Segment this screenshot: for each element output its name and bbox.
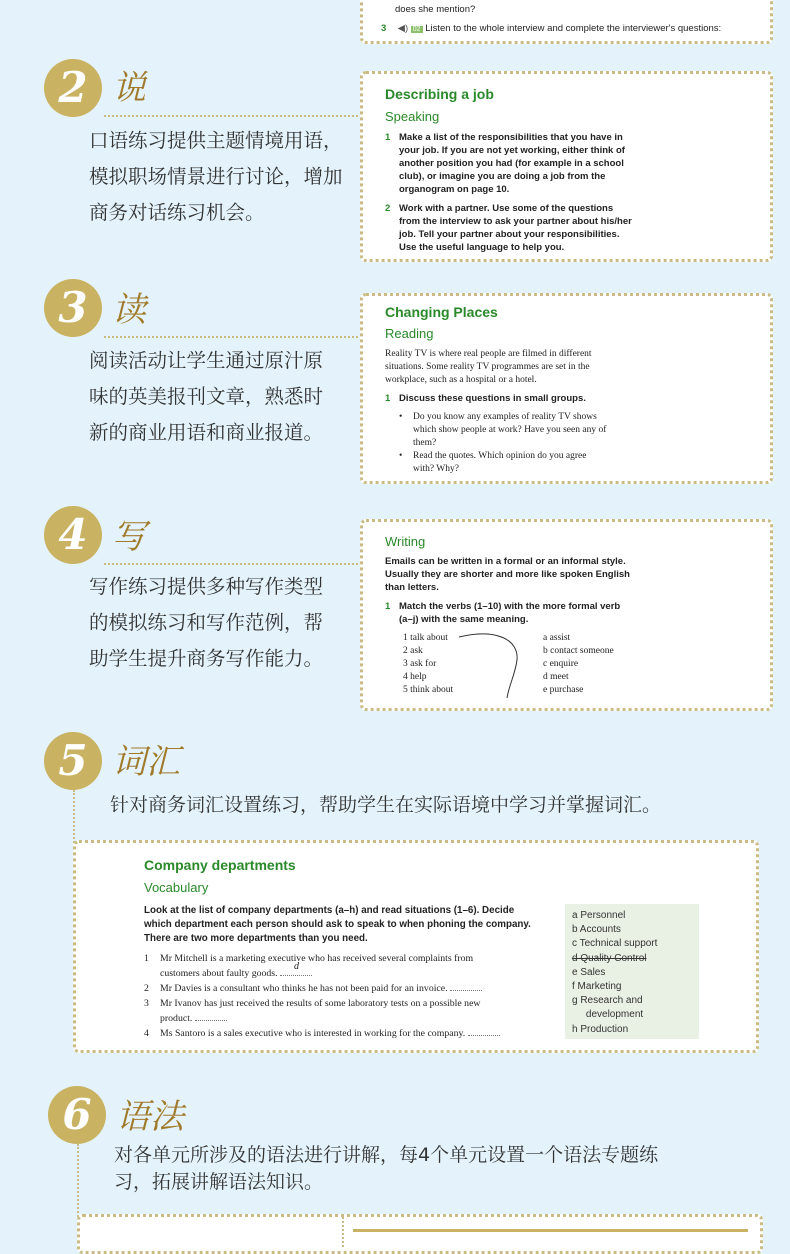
item-line: Make a list of the responsibilities that you have in	[399, 132, 623, 143]
section-number-5: 5	[44, 732, 102, 790]
bullet-line: with? Why?	[413, 464, 459, 474]
exercise-item	[385, 131, 625, 196]
audio-track-badge: 02	[412, 26, 421, 33]
exercise-item	[385, 202, 632, 254]
grammar-excerpt-box	[77, 1214, 763, 1254]
verb-item: d meet	[543, 672, 569, 682]
department-item: e Sales	[572, 966, 606, 978]
answer-blank	[450, 981, 482, 991]
writing-excerpt-box	[360, 519, 773, 711]
section-description-grammar	[114, 1142, 658, 1196]
desc-line: 助学生提升商务写作能力。	[89, 647, 324, 670]
excerpt-line: does she mention?	[395, 4, 476, 15]
bullet-line: them?	[413, 438, 437, 448]
excerpt-subtitle: Vocabulary	[144, 880, 209, 895]
item-line: product.	[160, 1012, 193, 1024]
bullet-item: • Read the quotes. Which opinion do you agree	[399, 451, 587, 461]
item-line: Match the verbs (1–10) with the more formal verb	[399, 601, 621, 612]
bullet-item: • Do you know any examples of reality TV shows	[399, 412, 597, 422]
excerpt-title: Describing a job	[385, 86, 494, 102]
writing-intro	[385, 555, 630, 594]
desc-line: 阅读活动让学生通过原汁原	[89, 349, 324, 372]
intro-line: which department each person should ask to speak to when phoning the company.	[144, 919, 531, 930]
verb-item: 4 help	[403, 672, 427, 682]
item-line: club), or imagine you are doing a job from the	[399, 171, 606, 182]
section-title-write: 写	[112, 517, 146, 557]
item-line: Mr Davies is a consultant who thinks he has not been paid for an invoice.	[160, 983, 448, 995]
department-item: g Research and	[572, 995, 643, 1007]
exercise-item	[385, 600, 620, 626]
situation-item	[144, 961, 500, 981]
bullet-item	[399, 424, 606, 437]
intro-line: Look at the list of company departments (a–h) and read situations (1–6). Decide	[144, 905, 515, 916]
department-item: a Personnel	[572, 910, 626, 921]
section-title-read: 读	[112, 290, 146, 330]
answer-blank	[280, 961, 312, 976]
department-item: f Marketing	[572, 981, 622, 993]
reading-excerpt-box	[360, 293, 773, 484]
section-number-3: 3	[44, 279, 102, 337]
item-number: 1	[385, 393, 391, 404]
item-line: customers about faulty goods.	[160, 968, 278, 980]
connector-line	[104, 115, 362, 117]
item-number: 2	[144, 983, 149, 995]
item-number: 1	[385, 601, 391, 612]
bullet-item	[399, 463, 606, 476]
desc-line: 写作练习提供多种写作类型	[89, 575, 324, 598]
situation-item	[144, 1011, 500, 1026]
intro-line: There are two more departments than you need.	[144, 933, 368, 944]
item-number: 4	[144, 1028, 149, 1040]
intro-line: Usually they are shorter and more like spoken English	[385, 569, 630, 580]
connector-line	[104, 336, 362, 338]
intro-line: workplace, such as a hospital or a hotel.	[385, 375, 537, 385]
situation-list	[144, 952, 500, 1041]
department-item: development	[572, 1009, 644, 1021]
section-number-6: 6	[48, 1086, 106, 1144]
divider	[342, 1217, 344, 1247]
item-line: Discuss these questions in small groups.	[399, 393, 586, 404]
vocab-intro	[144, 904, 531, 946]
desc-line: 模拟职场情景进行讨论，增加	[89, 165, 343, 188]
excerpt-title: Company departments	[144, 857, 296, 873]
verb-item: 2 ask	[403, 646, 423, 656]
item-number: 3	[381, 23, 387, 34]
item-line: another position you had (for example in a school	[399, 158, 624, 169]
desc-line: 口语练习提供主题情境用语，	[89, 129, 343, 152]
section-title-speak: 说	[112, 68, 146, 108]
item-number: 1	[385, 132, 391, 143]
department-item: c Technical support	[572, 938, 658, 950]
reading-intro	[385, 348, 592, 387]
excerpt-title: Changing Places	[385, 304, 498, 320]
verb-item: c enquire	[543, 659, 579, 669]
intro-line: Reality TV is where real people are filmed in different	[385, 349, 592, 359]
connector-line	[104, 563, 362, 565]
desc-line: 的模拟练习和写作范例，帮	[89, 611, 324, 634]
desc-line: 新的商业用语和商业报道。	[89, 421, 324, 444]
section-description-speak	[89, 123, 343, 231]
section-description-read	[89, 343, 323, 451]
item-number: 3	[144, 997, 149, 1009]
section-title-vocab: 词汇	[112, 742, 180, 782]
bullet-line: Do you know any examples of reality TV shows	[413, 412, 597, 422]
verb-item: 5 think about	[403, 685, 454, 695]
intro-line: Emails can be written in a formal or an informal style.	[385, 556, 626, 567]
verb-item: e purchase	[543, 685, 584, 695]
situation-item	[144, 952, 500, 966]
item-line: from the interview to ask your partner about his/her	[399, 216, 632, 227]
bullet-list	[399, 411, 606, 476]
department-item: h Production	[572, 1023, 629, 1035]
speaker-icon: ◀)	[397, 23, 409, 34]
vocabulary-excerpt-box	[73, 840, 759, 1053]
bullet-item	[399, 437, 606, 450]
verb-item: a assist	[543, 633, 571, 643]
item-line: your job. If you are not yet working, either think of	[399, 145, 625, 156]
item-line: job. Tell your partner about your responsibilities.	[399, 229, 620, 240]
desc-line: 对各单元所涉及的语法进行讲解，每4个单元设置一个语法专题练	[114, 1144, 659, 1166]
excerpt-subtitle: Speaking	[385, 109, 440, 124]
exercise-item	[385, 392, 586, 405]
desc-line: 味的英美报刊文章，熟悉时	[89, 385, 324, 408]
excerpt-subtitle: Writing	[385, 534, 426, 549]
verb-list-right	[543, 632, 614, 697]
item-line: Work with a partner. Use some of the questions	[399, 203, 614, 214]
answer-blank	[195, 1011, 227, 1021]
section-title-grammar: 语法	[116, 1097, 184, 1137]
verb-item: 1 talk about	[403, 633, 448, 643]
department-list-panel	[565, 904, 699, 1039]
item-number: 1	[144, 953, 149, 964]
section-number-2: 2	[44, 59, 102, 117]
answer-blank	[468, 1026, 500, 1036]
listening-item	[381, 22, 721, 36]
desc-line: 习，拓展讲解语法知识。	[114, 1171, 324, 1193]
verb-list-left	[403, 632, 453, 697]
item-line: organogram on page 10.	[399, 184, 510, 195]
department-item: b Accounts	[572, 924, 621, 936]
item-number: 2	[385, 203, 391, 214]
desc-line: 商务对话练习机会。	[89, 201, 265, 224]
item-line: Mr Ivanov has just received the results of some laboratory tests on a possible new	[160, 997, 481, 1009]
section-description-write	[89, 569, 323, 677]
bullet-line: Read the quotes. Which opinion do you agree	[413, 451, 587, 461]
verb-item: b contact someone	[543, 646, 614, 656]
verb-item: 3 ask for	[403, 659, 437, 669]
handwritten-answer: d	[294, 961, 299, 973]
bullet-line: which show people at work? Have you seen any of	[413, 425, 607, 435]
item-text: Listen to the whole interview and complete the interviewer's questions:	[425, 23, 722, 34]
section-description-vocab: 针对商务词汇设置练习，帮助学生在实际语境中学习并掌握词汇。	[110, 794, 662, 816]
speaking-excerpt-box	[360, 71, 773, 262]
section-number-4: 4	[44, 506, 102, 564]
matching-line	[457, 630, 527, 700]
intro-line: than letters.	[385, 582, 439, 593]
listening-excerpt-box	[360, 0, 773, 44]
intro-line: situations. Some reality TV programmes are set in the	[385, 362, 590, 372]
situation-item	[144, 997, 500, 1011]
department-item: d Quality Control	[572, 952, 647, 964]
situation-item	[144, 981, 500, 996]
item-line: Mr Mitchell is a marketing executive who has received several complaints from	[160, 953, 474, 964]
excerpt-subtitle: Reading	[385, 326, 434, 341]
item-line: (a–j) with the same meaning.	[399, 614, 529, 625]
item-line: Use the useful language to help you.	[399, 242, 565, 253]
item-line: Ms Santoro is a sales executive who is interested in working for the company.	[160, 1028, 466, 1040]
situation-item	[144, 1026, 500, 1041]
